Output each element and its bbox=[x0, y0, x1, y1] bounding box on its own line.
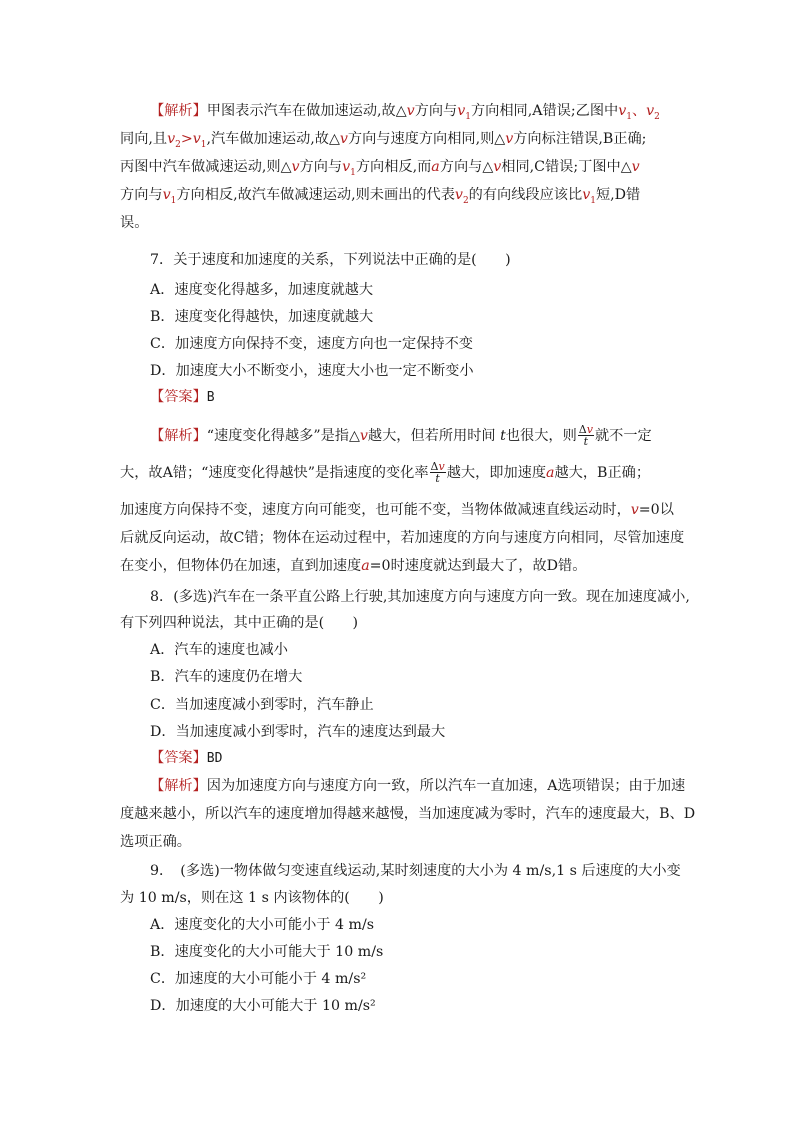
q9-stem-line2: 为 10 m/s，则在这 1 s 内该物体的( ) bbox=[120, 890, 384, 906]
q8-analysis-line1: 【解析】因为加速度方向与速度方向一致，所以汽车一直加速，A选项错误；由于加速 bbox=[150, 778, 686, 794]
q8-stem-line2: 有下列四种说法，其中正确的是( ) bbox=[120, 615, 359, 631]
q7-option-a: A．速度变化得越多，加速度就越大 bbox=[150, 282, 374, 298]
q7-analysis-line5: 在变小，但物体仍在加速，直到加速度a=0时速度就达到最大了，故D错。 bbox=[120, 558, 587, 574]
analysis-tag: 【解析】 bbox=[150, 103, 207, 119]
analysis-q6-line4: 方向与$v_1$方向相反,故汽车做减速运动,则未画出的代表$v_2$的有向线段应该比$v_1$短,D错 bbox=[120, 187, 641, 206]
analysis-q6-line3: 丙图中汽车做减速运动,则△v方向与$v_1$方向相反,而a方向与△v相同,C错误;丁图中△v bbox=[120, 159, 640, 178]
q9-option-a: A．速度变化的大小可能小于 4 m/s bbox=[150, 917, 375, 933]
q7-answer: 【答案】B bbox=[150, 389, 215, 405]
q8-option-b: B．汽车的速度仍在增大 bbox=[150, 669, 303, 685]
q9-option-c: C．加速度的大小可能小于 4 m/s² bbox=[150, 971, 367, 987]
q7-option-c: C．加速度方向保持不变，速度方向也一定保持不变 bbox=[150, 336, 473, 352]
fraction-dv-dt: $\frac{\Delta v}{t}$ bbox=[578, 423, 593, 448]
q7-analysis-line3: 加速度方向保持不变，速度方向可能变，也可能不变，当物体做减速直线运动时，v=0以 bbox=[120, 502, 674, 518]
q8-analysis-line2: 度越来越小，所以汽车的速度增加得越来越慢，当加速度减为零时，汽车的速度最大，B、D bbox=[120, 806, 696, 822]
q9-option-b: B．速度变化的大小可能大于 10 m/s bbox=[150, 944, 384, 960]
q7-option-b: B．速度变化得越快，加速度就越大 bbox=[150, 309, 374, 325]
q7-analysis-line4: 后就反向运动，故C错；物体在运动过程中，若加速度的方向与速度方向相同，尽管加速度 bbox=[120, 530, 685, 546]
q8-answer: 【答案】BD bbox=[150, 750, 223, 766]
q8-stem-line1: 8．(多选)汽车在一条平直公路上行驶,其加速度方向与速度方向一致。现在加速度减小, bbox=[150, 589, 690, 605]
q8-option-d: D．当加速度减小到零时，汽车的速度达到最大 bbox=[150, 724, 446, 740]
q9-option-d: D．加速度的大小可能大于 10 m/s² bbox=[150, 998, 376, 1014]
q8-analysis-line3: 选项正确。 bbox=[120, 834, 191, 850]
analysis-q6-line1: 【解析】甲图表示汽车在做加速运动,故△v方向与$v_1$方向相同,A错误;乙图中$v_1$、$v_2$ bbox=[150, 103, 660, 122]
analysis-q6-line5: 误。 bbox=[120, 215, 149, 231]
fraction-dv-dt-2: $\frac{\Delta v}{t}$ bbox=[430, 460, 445, 485]
q7-stem: 7．关于速度和加速度的关系，下列说法中正确的是( ) bbox=[150, 252, 511, 268]
q8-option-a: A．汽车的速度也减小 bbox=[150, 642, 288, 658]
q7-analysis-line2: 大，故A错；“速度变化得越快”是指速度的变化率 $\frac{\Delta v}{t}$ 越大，即加速度a越大，B正确； bbox=[120, 460, 651, 485]
q7-analysis-line1: 【解析】“速度变化得越多”是指△v越大，但若所用时间 t也很大，则 $\frac{\Delta v}{t}$ 就不一定 bbox=[150, 423, 652, 448]
q9-stem-line1: 9． (多选)一物体做匀变速直线运动,某时刻速度的大小为 4 m/s,1 s 后速度的大小变 bbox=[150, 863, 681, 879]
q8-option-c: C．当加速度减小到零时，汽车静止 bbox=[150, 697, 374, 713]
q7-option-d: D．加速度大小不断变小，速度大小也一定不断变小 bbox=[150, 363, 474, 379]
analysis-q6-line2: 同向,且$v_2>v_1$,汽车做加速运动,故△v方向与速度方向相同,则△v方向标注错误,B正确; bbox=[120, 131, 647, 150]
